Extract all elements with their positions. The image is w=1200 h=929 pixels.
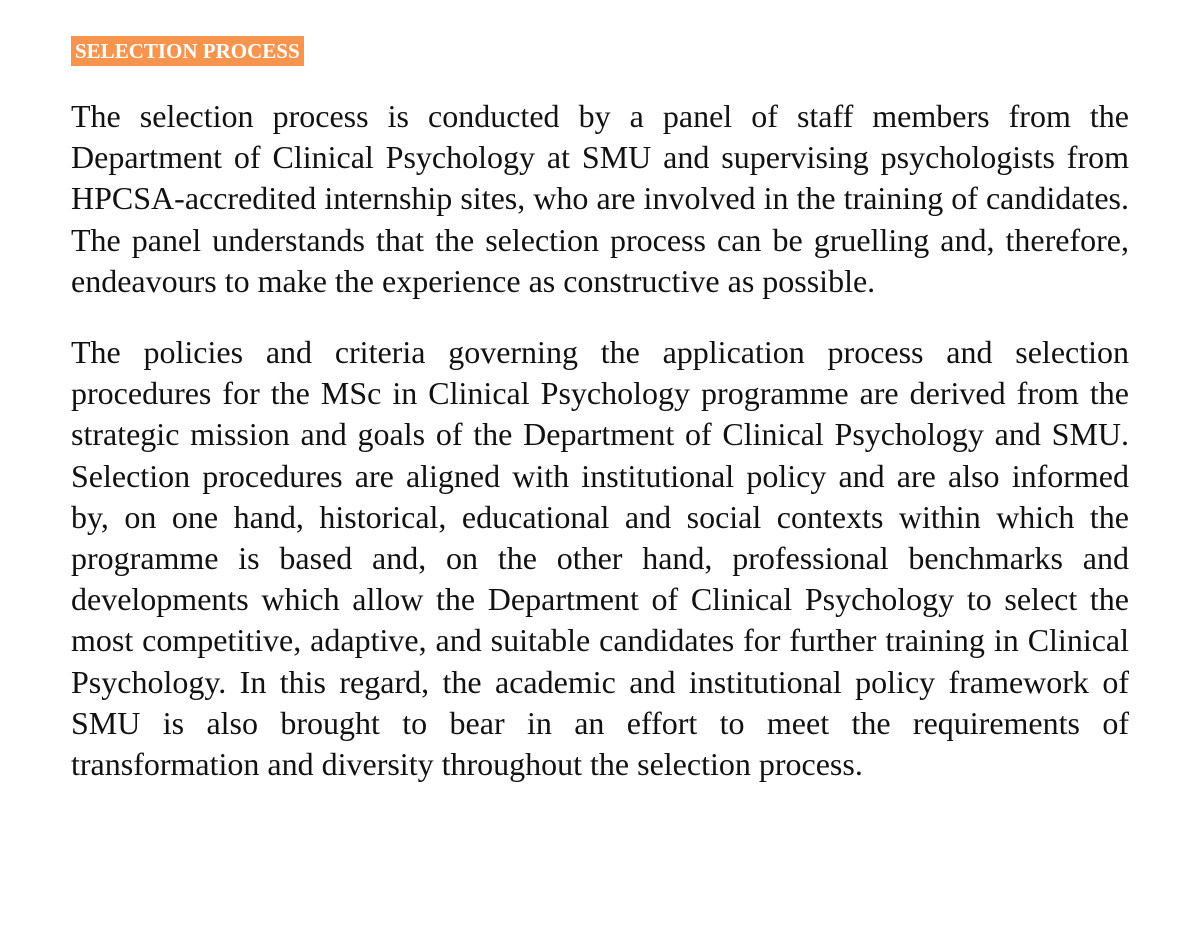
section-heading: SELECTION PROCESS: [71, 36, 304, 66]
document-page: [71, 36, 1129, 785]
paragraph-selection-panel: The selection process is conducted by a panel of staff members from the Department of Clinical Psychology at SMU and supervising psychologists from HPCSA-accredited internship sites, who are involved in the training of candidates. The panel understands that the selection process can be gruelling and, therefore, endeavours to make the experience as constructive as possible.: [71, 98, 1129, 299]
paragraph-policies-criteria: The policies and criteria governing the application process and selection procedures for the MSc in Clinical Psychology programme are derived from the strategic mission and goals of the Department of Clinical Psychology and SMU. Selection procedures are aligned with institutional policy and are also informed by, on one hand, historical, educational and social contexts within which the programme is based and, on the other hand, professional benchmarks and developments which allow the Department of Clinical Psychology to select the most competitive, adaptive, and suitable candidates for further training in Clinical Psychology. In this regard, the academic and institutional policy framework of SMU is also brought to bear in an effort to meet the requirements of transformation and diversity throughout the selection process.: [71, 334, 1129, 783]
